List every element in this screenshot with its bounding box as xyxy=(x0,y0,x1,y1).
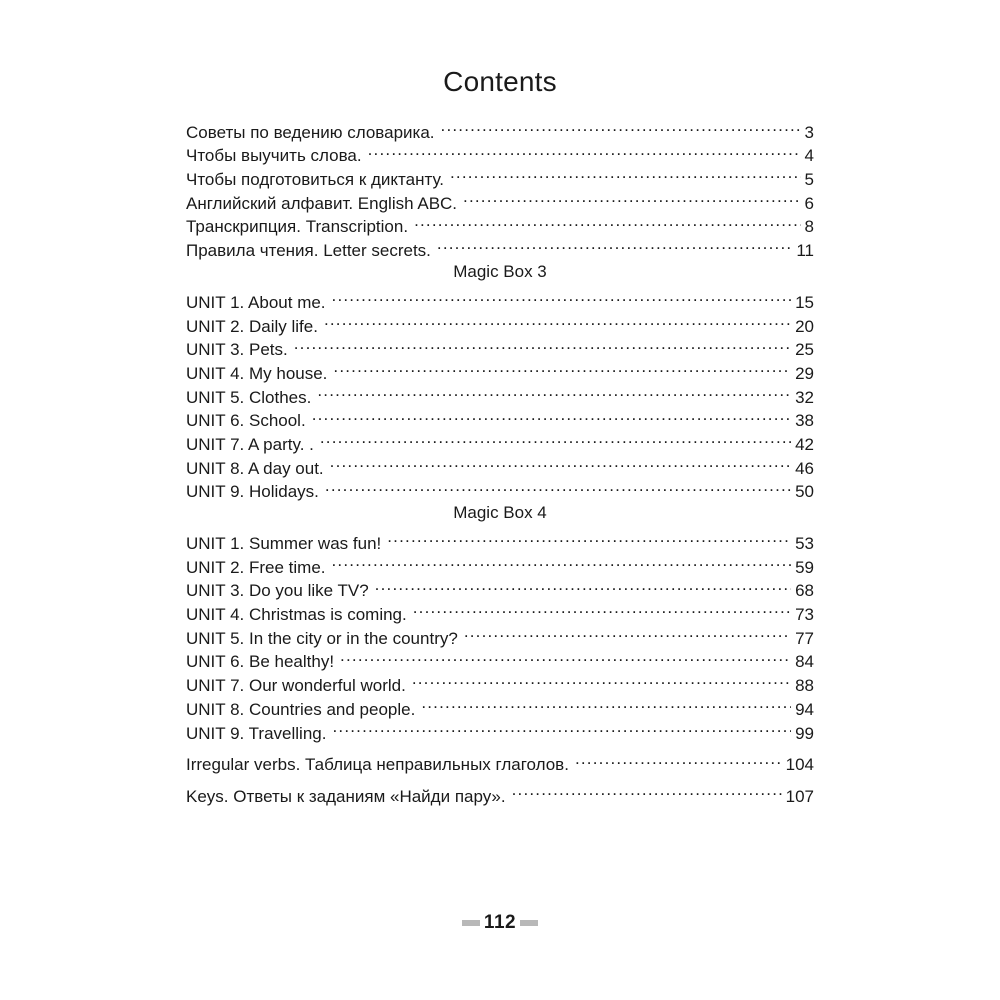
toc-entry-label: UNIT 9. Holidays. xyxy=(186,482,319,502)
toc-entry-page: 6 xyxy=(804,193,814,213)
toc-entry-page: 20 xyxy=(795,316,814,336)
dot-leader xyxy=(463,185,801,209)
dot-leader xyxy=(317,379,791,403)
toc-entry-label: Чтобы выучить слова. xyxy=(186,146,362,166)
dot-leader xyxy=(368,138,801,162)
toc-entry-label: UNIT 2. Daily life. xyxy=(186,316,318,336)
dot-leader xyxy=(575,747,782,771)
toc-entry-irregular-verbs xyxy=(186,747,814,775)
dot-leader xyxy=(332,284,792,308)
toc-entry-page: 99 xyxy=(795,723,814,743)
dot-leader xyxy=(387,525,791,549)
dot-leader xyxy=(320,426,791,450)
magic-box-4-group xyxy=(186,525,814,743)
intro-group xyxy=(186,114,814,261)
dot-leader xyxy=(312,403,791,427)
toc-entry-page: 42 xyxy=(795,434,814,454)
toc-entry-label: UNIT 1. About me. xyxy=(186,292,326,312)
section-heading-magic-box-3: Magic Box 3 xyxy=(453,262,547,282)
dot-leader xyxy=(332,715,791,739)
toc-entry-label: UNIT 7. Our wonderful world. xyxy=(186,676,406,696)
dot-leader xyxy=(324,308,791,332)
toc-entry-page: 4 xyxy=(804,146,814,166)
toc-entry-label: UNIT 3. Pets. xyxy=(186,340,288,360)
toc-entry-label: Транскрипция. Transcription. xyxy=(186,217,409,237)
dot-leader xyxy=(294,332,791,356)
toc-entry-page: 8 xyxy=(804,217,814,237)
toc-entry-page: 53 xyxy=(795,534,814,553)
dot-leader xyxy=(330,450,791,474)
page-footer xyxy=(0,912,1000,934)
dot-leader xyxy=(375,573,791,597)
page-number: 112 xyxy=(483,912,517,933)
section-heading-magic-box-4: Magic Box 4 xyxy=(453,503,547,523)
toc-entry-label: UNIT 8. Countries and people. xyxy=(186,699,416,719)
toc-entry-label: UNIT 5. Clothes. xyxy=(186,387,312,407)
magic-box-3-group xyxy=(186,284,814,502)
toc-entry-label: UNIT 6. School. xyxy=(186,411,306,431)
toc-entry-page: 50 xyxy=(795,482,814,502)
toc-entry-keys xyxy=(186,778,814,806)
toc-entry xyxy=(186,525,814,553)
toc-entry-label: UNIT 3. Do you like TV? xyxy=(186,581,369,601)
dot-leader xyxy=(325,474,791,498)
toc-entry-label: UNIT 5. In the city or in the country? xyxy=(186,628,458,648)
toc-entry-label: Irregular verbs. Таблица неправильных глаголов. xyxy=(186,755,569,775)
toc-entry-page: 32 xyxy=(795,387,814,407)
toc-entry-page: 59 xyxy=(795,557,814,577)
dot-leader xyxy=(332,549,792,573)
toc-entry-page: 11 xyxy=(796,241,814,261)
toc-entry-page: 88 xyxy=(795,676,814,696)
toc-entry-page: 73 xyxy=(795,605,814,625)
table-of-contents xyxy=(186,114,814,806)
toc-entry-page: 77 xyxy=(795,628,814,648)
toc-entry-page: 15 xyxy=(795,292,814,312)
toc-entry xyxy=(186,114,814,142)
dot-leader xyxy=(414,209,800,233)
page-title: Contents xyxy=(443,66,557,97)
dot-leader xyxy=(450,161,801,185)
toc-entry-label: Keys. Ответы к заданиям «Найди пару». xyxy=(186,786,506,806)
toc-entry-label: Правила чтения. Letter secrets. xyxy=(186,241,431,261)
toc-entry-page: 46 xyxy=(795,458,814,478)
toc-entry-page: 5 xyxy=(804,170,814,190)
toc-entry-page: 25 xyxy=(795,340,814,360)
page-number-bar-left xyxy=(462,920,480,926)
toc-entry-page: 3 xyxy=(804,122,814,142)
dot-leader xyxy=(413,596,791,620)
toc-entry-label: UNIT 4. Christmas is coming. xyxy=(186,605,407,625)
toc-entry-page: 29 xyxy=(795,363,814,383)
toc-entry-label: Английский алфавит. English ABC. xyxy=(186,193,458,213)
dot-leader xyxy=(437,232,792,256)
toc-entry-page: 107 xyxy=(785,786,814,806)
toc-entry-label: UNIT 7. A party. . xyxy=(186,434,314,454)
toc-entry-page: 68 xyxy=(795,581,814,601)
toc-entry xyxy=(186,284,814,312)
dot-leader xyxy=(441,114,801,138)
toc-entry-label: UNIT 2. Free time. xyxy=(186,557,326,577)
page-number-bar-right xyxy=(520,920,538,926)
dot-leader xyxy=(333,355,791,379)
toc-entry-label: UNIT 4. My house. xyxy=(186,363,328,383)
dot-leader xyxy=(421,691,791,715)
dot-leader xyxy=(464,620,791,644)
toc-entry-label: Чтобы подготовиться к диктанту. xyxy=(186,170,444,190)
toc-entry-label: UNIT 6. Be healthy! xyxy=(186,652,335,672)
toc-entry-label: Советы по ведению словарика. xyxy=(186,122,435,142)
toc-entry-label: UNIT 9. Travelling. xyxy=(186,723,327,743)
toc-entry-label: UNIT 8. A day out. xyxy=(186,458,324,478)
dot-leader xyxy=(412,667,791,691)
toc-entry-page: 84 xyxy=(795,652,814,672)
dot-leader xyxy=(512,778,782,802)
toc-entry-label: UNIT 1. Summer was fun! xyxy=(186,534,382,553)
toc-entry-page: 104 xyxy=(785,755,814,775)
dot-leader xyxy=(340,644,791,668)
toc-entry-page: 94 xyxy=(795,699,814,719)
toc-entry-page: 38 xyxy=(795,411,814,431)
